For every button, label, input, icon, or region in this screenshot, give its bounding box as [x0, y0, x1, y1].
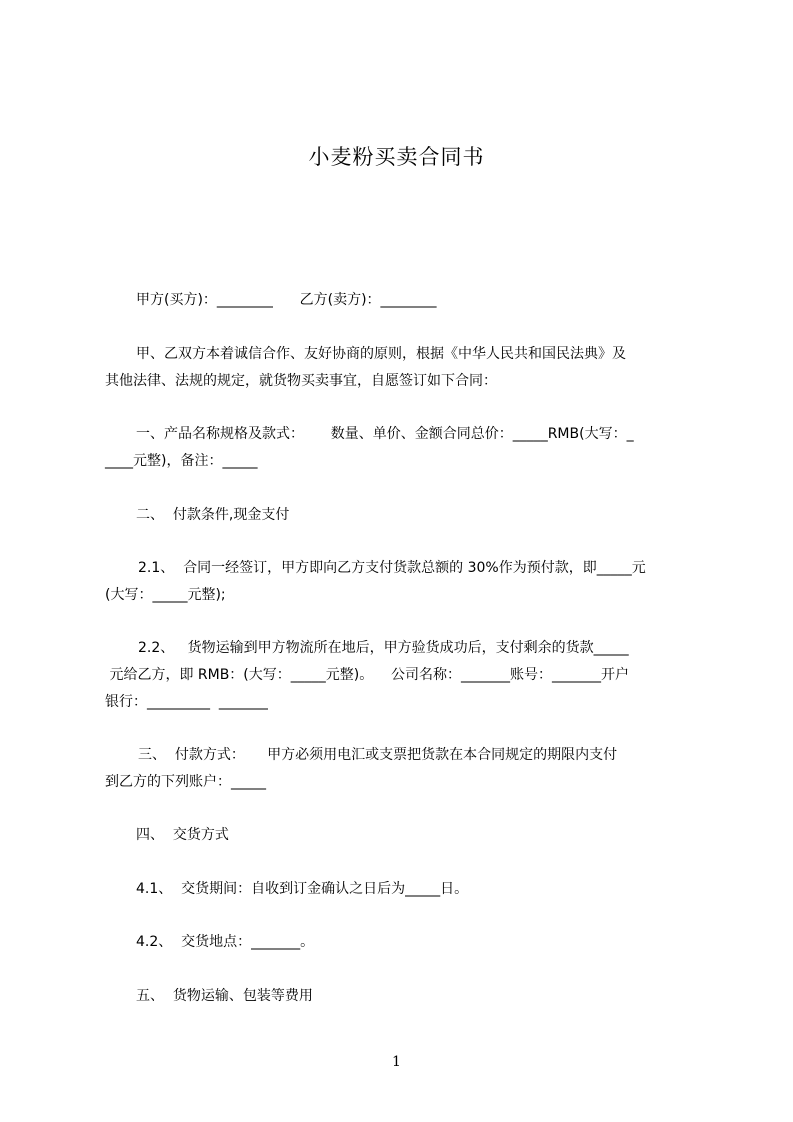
section2-heading: 二、 付款条件,现金支付: [136, 507, 290, 523]
document-title: 小麦粉买卖合同书: [308, 145, 485, 169]
preamble-line-2: 其他法律、法规的规定，就货物买卖事宜，自愿签订如下合同：: [105, 373, 497, 389]
page-number: 1: [392, 1054, 401, 1070]
section4-heading: 四、 交货方式: [136, 827, 229, 843]
clause-2-2-line-2: 元给乙方，即 RMB：(大写：_____元整)。 公司名称：_______账号：_______开户: [105, 667, 630, 683]
section1-line-2: ____元整)，备注：_____: [105, 453, 258, 469]
parties-line: 甲方(买方)：________ 乙方(卖方)：________: [136, 292, 437, 308]
clause-2-2-line-3: 银行：_________ _______: [105, 694, 268, 710]
clause-4-1: 4.1、 交货期间：自收到订金确认之日后为_____日。: [136, 881, 469, 897]
clause-2-1-line-2: (大写：_____元整);: [105, 587, 226, 603]
section5-heading: 五、 货物运输、包装等费用: [136, 988, 313, 1004]
preamble-line-1: 甲、乙双方本着诚信合作、友好协商的原则，根据《中华人民共和国民法典》及: [136, 346, 626, 362]
clause-4-2: 4.2、 交货地点：_______。: [136, 934, 315, 950]
section1-line-1: 一、产品名称规格及款式： 数量、单价、金额合同总价：_____RMB(大写：_: [136, 426, 634, 442]
clause-2-1-line-1: 2.1、 合同一经签订，甲方即向乙方支付货款总额的 30%作为预付款，即_____元: [138, 560, 646, 576]
section3-line-1: 三、 付款方式： 甲方必须用电汇或支票把货款在本合同规定的期限内支付: [138, 747, 618, 763]
section3-line-2: 到乙方的下列账户：_____: [105, 774, 266, 790]
clause-2-2-line-1: 2.2、 货物运输到甲方物流所在地后，甲方验货成功后，支付剩余的货款_____: [138, 640, 629, 656]
